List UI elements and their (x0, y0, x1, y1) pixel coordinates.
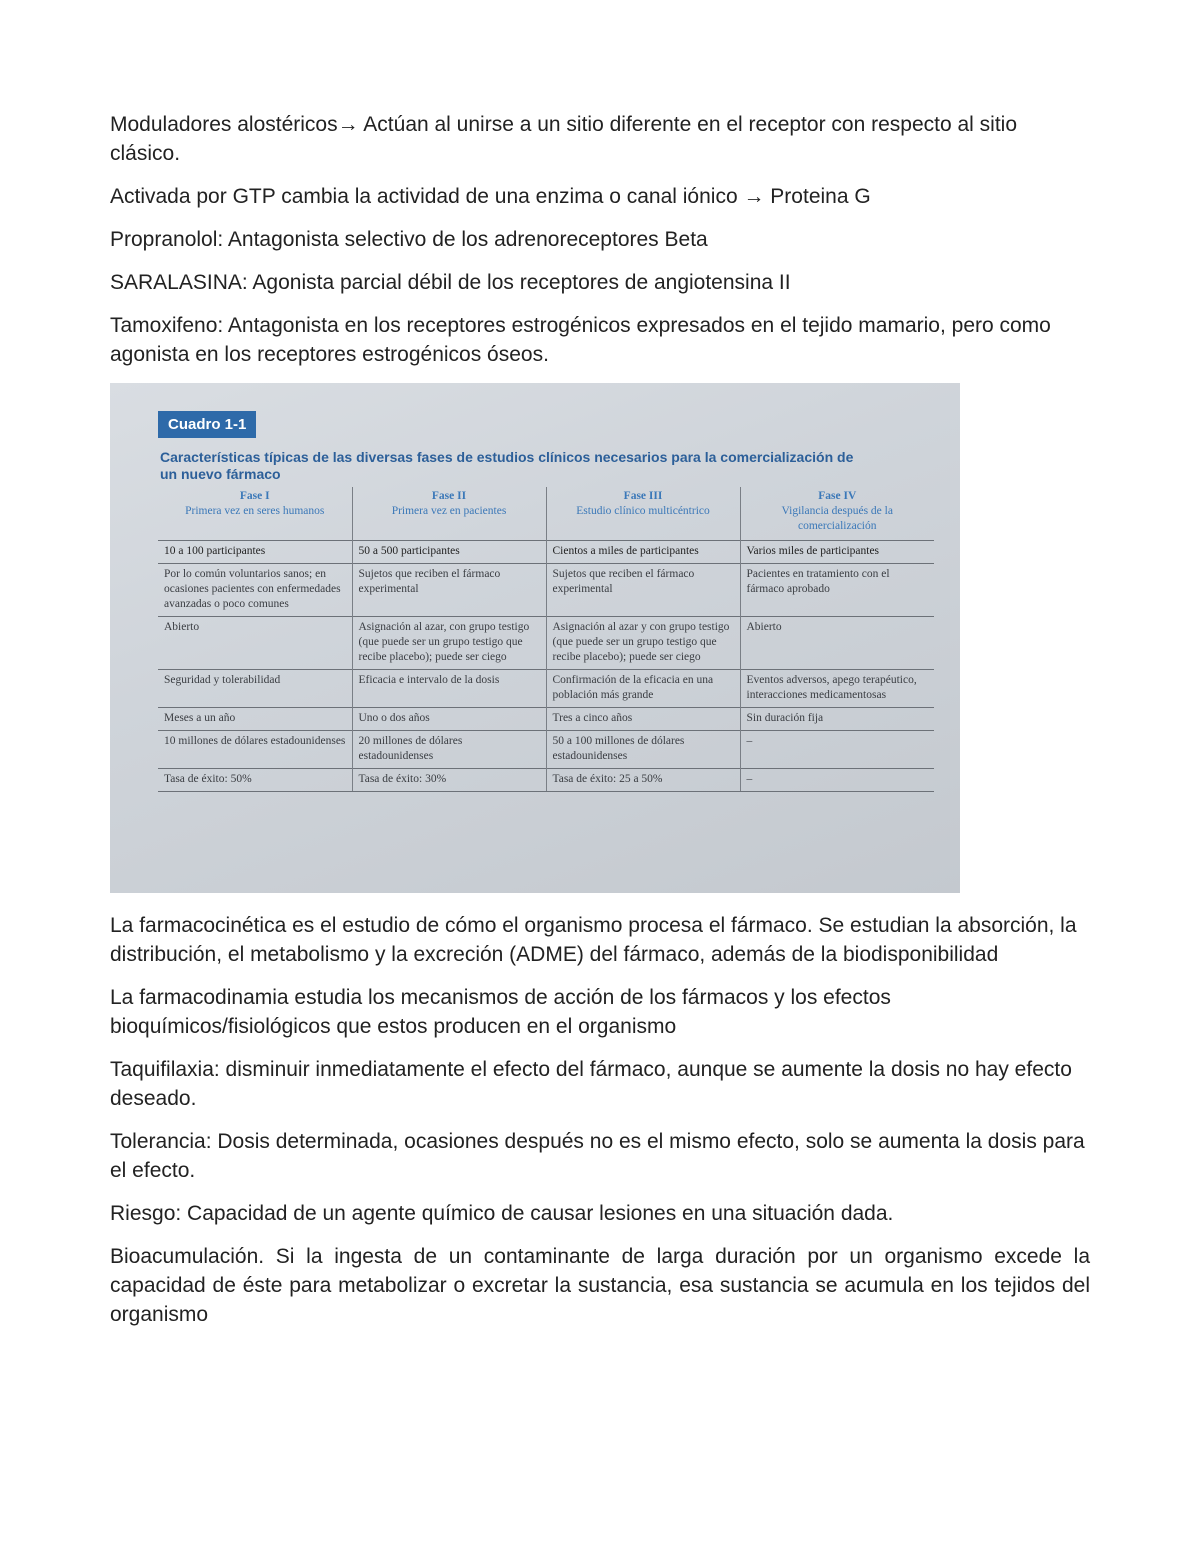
table-cell: 50 a 500 participantes (352, 541, 546, 564)
table-cell: Eventos adversos, apego terapéutico, interacciones medicamentosas (740, 670, 934, 708)
table-cell: 20 millones de dólares estadounidenses (352, 731, 546, 769)
table-row (158, 731, 934, 769)
table-cell: Sujetos que reciben el fármaco experimental (352, 564, 546, 617)
table-title: Características típicas de las diversas fases de estudios clínicos necesarios para la comercialización de un nuevo fármaco (160, 449, 854, 482)
header-fase-2 (352, 487, 546, 541)
table-cell: – (740, 731, 934, 769)
table-row (158, 617, 934, 670)
paragraph-propranolol: Propranolol: Antagonista selectivo de los adrenoreceptores Beta (110, 228, 708, 251)
table-row (158, 564, 934, 617)
table-cell: – (740, 769, 934, 792)
paragraph-tamoxifeno: Tamoxifeno: Antagonista en los receptores estrogénicos expresados en el tejido mamario, pero como agonista en los receptores estrogénicos óseos. (110, 314, 1051, 366)
table-cell: Tasa de éxito: 25 a 50% (546, 769, 740, 792)
paragraph-tolerancia: Tolerancia: Dosis determinada, ocasiones después no es el mismo efecto, solo se aumenta la dosis para el efecto. (110, 1130, 1085, 1182)
table-cell: Tasa de éxito: 50% (158, 769, 352, 792)
paragraph-moduladores: Moduladores alostéricos→ Actúan al unirse a un sitio diferente en el receptor con respecto al sitio clásico. (110, 113, 1017, 165)
paragraph-farmacodinamia: La farmacodinamia estudia los mecanismos de acción de los fármacos y los efectos bioquímicos/fisiológicos que estos producen en el organismo (110, 986, 891, 1038)
table-row (158, 670, 934, 708)
paragraph-taquifilaxia: Taquifilaxia: disminuir inmediatamente el efecto del fármaco, aunque se aumente la dosis no hay efecto deseado. (110, 1058, 1072, 1110)
header-phase-label: Fase III (623, 490, 663, 502)
table-cell: Tasa de éxito: 30% (352, 769, 546, 792)
table-cell: 10 a 100 participantes (158, 541, 352, 564)
header-phase-label: Fase IV (818, 490, 857, 502)
document-page (110, 110, 1090, 1343)
table-cell: Asignación al azar y con grupo testigo (que puede ser un grupo testigo que recibe placebo); puede ser ciego (546, 617, 740, 670)
table-cell: Seguridad y tolerabilidad (158, 670, 352, 708)
table-cell: Meses a un año (158, 708, 352, 731)
table-row (158, 769, 934, 792)
table-badge: Cuadro 1-1 (158, 411, 256, 438)
table-cell: Abierto (740, 617, 934, 670)
header-phase-sub: Primera vez en pacientes (391, 505, 507, 517)
table-cell: Eficacia e intervalo de la dosis (352, 670, 546, 708)
table-cell: 50 a 100 millones de dólares estadounidenses (546, 731, 740, 769)
clinical-phases-table (158, 487, 934, 792)
table-cell: Uno o dos años (352, 708, 546, 731)
table-cell: Confirmación de la eficacia en una población más grande (546, 670, 740, 708)
table-row (158, 541, 934, 564)
header-phase-sub: Primera vez en seres humanos (185, 505, 325, 517)
table-cell: Tres a cinco años (546, 708, 740, 731)
table-row (158, 708, 934, 731)
header-phase-label: Fase II (431, 490, 467, 502)
header-fase-4 (740, 487, 934, 541)
paragraph-farmacocinetica: La farmacocinética es el estudio de cómo el organismo procesa el fármaco. Se estudian la absorción, la distribución, el metabolismo y la excreción (ADME) del fármaco, además de la biodisponibilidad (110, 914, 1077, 966)
header-phase-label: Fase I (239, 490, 270, 502)
header-fase-1 (158, 487, 352, 541)
paragraph-riesgo: Riesgo: Capacidad de un agente químico de causar lesiones en una situación dada. (110, 1202, 894, 1225)
header-phase-sub: Estudio clínico multicéntrico (576, 505, 710, 517)
paragraph-bioacumulacion: Bioacumulación. Si la ingesta de un contaminante de larga duración por un organismo excede la capacidad de éste para metabolizar o excretar la sustancia, esa sustancia se acumula en los tejidos del organismo (110, 1245, 1090, 1326)
table-cell: Sin duración fija (740, 708, 934, 731)
table-cell: Sujetos que reciben el fármaco experimental (546, 564, 740, 617)
table-photo (110, 383, 960, 893)
header-fase-3 (546, 487, 740, 541)
paragraph-proteina-g: Activada por GTP cambia la actividad de una enzima o canal iónico → Proteina G (110, 185, 871, 208)
table-cell: Asignación al azar, con grupo testigo (que puede ser un grupo testigo que recibe placebo); puede ser ciego (352, 617, 546, 670)
table-cell: Pacientes en tratamiento con el fármaco aprobado (740, 564, 934, 617)
table-cell: Cientos a miles de participantes (546, 541, 740, 564)
table-cell: 10 millones de dólares estadounidenses (158, 731, 352, 769)
table-cell: Por lo común voluntarios sanos; en ocasiones pacientes con enfermedades avanzadas o poco comunes (158, 564, 352, 617)
header-phase-sub: Vigilancia después de la comercialización (781, 505, 893, 532)
table-cell: Abierto (158, 617, 352, 670)
table-cell: Varios miles de participantes (740, 541, 934, 564)
paragraph-saralasina: SARALASINA: Agonista parcial débil de los receptores de angiotensina II (110, 271, 791, 294)
